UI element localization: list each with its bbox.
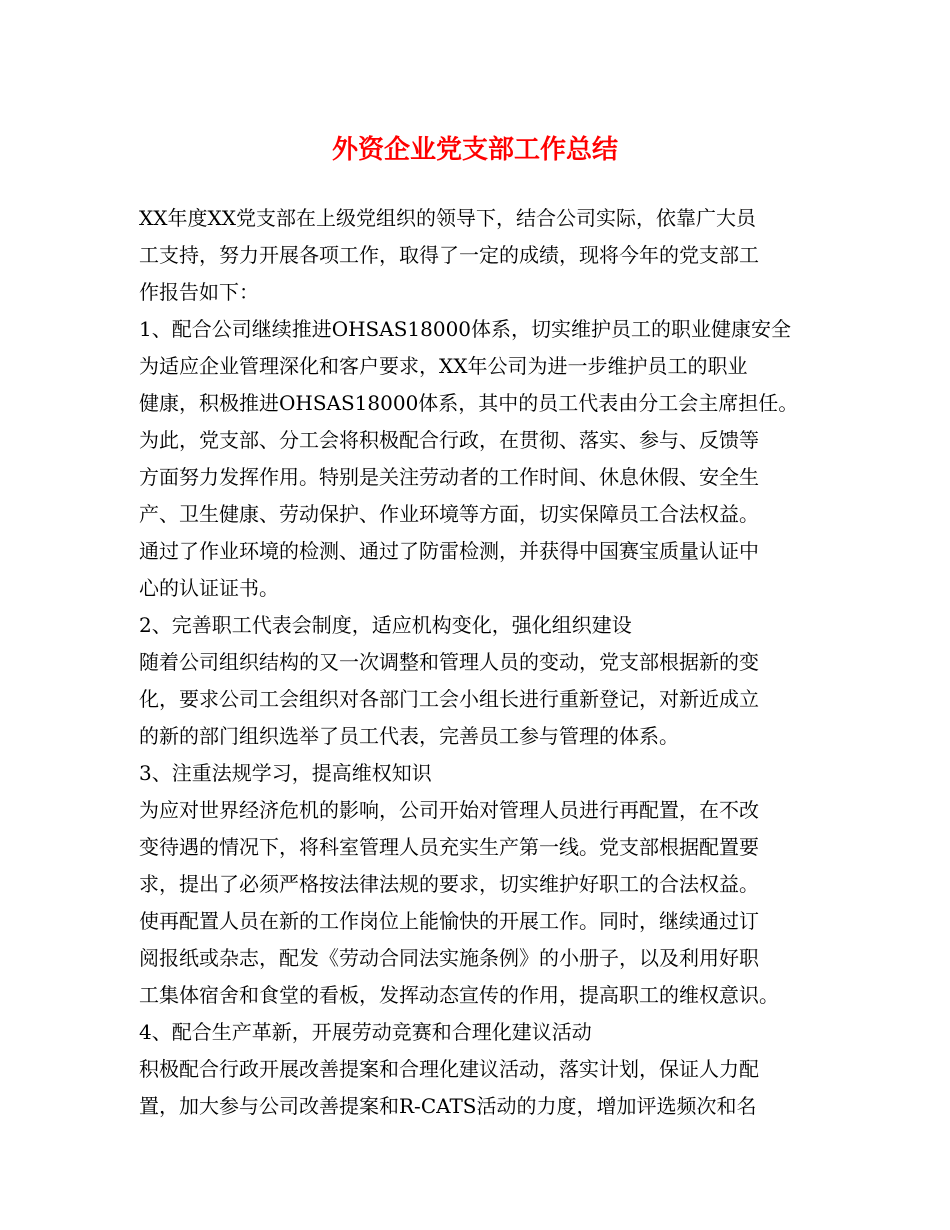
section-heading-4: 4、配合生产革新，开展劳动竞赛和合理化建议活动 <box>139 1020 592 1044</box>
body-line: 的新的部门组织选举了员工代表，完善员工参与管理的体系。 <box>139 724 679 748</box>
body-line: 为应对世界经济危机的影响，公司开始对管理人员进行再配置，在不改 <box>139 798 759 822</box>
document-body <box>139 200 829 1125</box>
body-line: 求，提出了必须严格按法律法规的要求，切实维护好职工的合法权益。 <box>139 872 759 896</box>
body-line: 为适应企业管理深化和客户要求，XX年公司为进一步维护员工的职业 <box>139 354 748 378</box>
body-line: 通过了作业环境的检测、通过了防雷检测，并获得中国赛宝质量认证中 <box>139 539 759 563</box>
document-title: 外资企业党支部工作总结 <box>331 135 618 165</box>
body-line: 心的认证证书。 <box>139 576 279 600</box>
body-line: 作报告如下： <box>139 280 259 304</box>
body-line: 工支持，努力开展各项工作，取得了一定的成绩，现将今年的党支部工 <box>139 243 759 267</box>
body-line: 变待遇的情况下，将科室管理人员充实生产第一线。党支部根据配置要 <box>139 835 759 859</box>
body-line: 使再配置人员在新的工作岗位上能愉快的开展工作。同时，继续通过订 <box>139 909 759 933</box>
body-line: 置，加大参与公司改善提案和R-CATS活动的力度，增加评选频次和名 <box>139 1094 757 1118</box>
body-line: 方面努力发挥作用。特别是关注劳动者的工作时间、休息休假、安全生 <box>139 465 759 489</box>
body-line: 积极配合行政开展改善提案和合理化建议活动，落实计划，保证人力配 <box>139 1057 759 1081</box>
body-line: 工集体宿舍和食堂的看板，发挥动态宣传的作用，提高职工的维权意识。 <box>139 983 779 1007</box>
body-line: 健康，积极推进OHSAS18000体系，其中的员工代表由分工会主席担任。 <box>139 391 799 415</box>
body-line: 阅报纸或杂志，配发《劳动合同法实施条例》的小册子，以及利用好职 <box>139 946 759 970</box>
body-line: 为此，党支部、分工会将积极配合行政，在贯彻、落实、参与、反馈等 <box>139 428 759 452</box>
body-line: XX年度XX党支部在上级党组织的领导下，结合公司实际，依靠广大员 <box>139 206 756 230</box>
body-line: 化，要求公司工会组织对各部门工会小组长进行重新登记，对新近成立 <box>139 687 759 711</box>
section-heading-2: 2、完善职工代表会制度，适应机构变化，强化组织建设 <box>139 613 632 637</box>
section-heading-1: 1、配合公司继续推进OHSAS18000体系，切实维护员工的职业健康安全 <box>139 317 792 341</box>
body-line: 产、卫生健康、劳动保护、作业环境等方面，切实保障员工合法权益。 <box>139 502 759 526</box>
body-line: 随着公司组织结构的又一次调整和管理人员的变动，党支部根据新的变 <box>139 650 759 674</box>
section-heading-3: 3、注重法规学习，提高维权知识 <box>139 761 432 785</box>
